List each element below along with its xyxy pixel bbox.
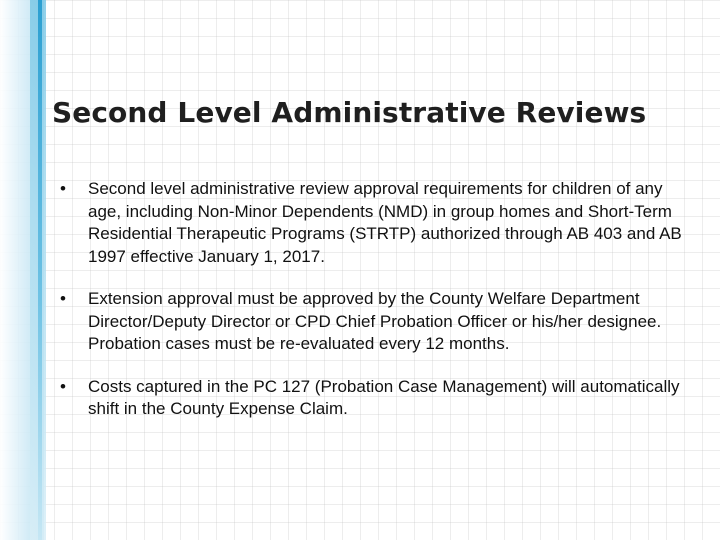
bullet-text: Second level administrative review approval requirements for children of any age, including Non-Minor Dependents (NMD) in group homes and Short-Term Residential Therapeutic Programs (STRTP) authorized through AB 403 and AB 1997 effective January 1, 2017. xyxy=(88,179,682,266)
bullet-text: Extension approval must be approved by the County Welfare Department Director/Deputy Director or CPD Chief Probation Officer or his/her designee. Probation cases must be re-evaluated every 12 months. xyxy=(88,289,662,353)
bullet-icon: • xyxy=(60,289,66,308)
bullet-icon: • xyxy=(60,179,66,198)
bullet-list xyxy=(60,178,700,421)
bullet-item-approval-requirements xyxy=(60,178,700,268)
left-accent-stripe xyxy=(38,0,42,540)
bullet-item-costs xyxy=(60,376,700,421)
bullet-text: Costs captured in the PC 127 (Probation Case Management) will automatically shift in the County Expense Claim. xyxy=(88,376,680,418)
bullet-icon: • xyxy=(60,376,66,396)
bullet-item-extension-approval xyxy=(60,288,700,356)
slide-title: Second Level Administrative Reviews xyxy=(52,96,647,129)
